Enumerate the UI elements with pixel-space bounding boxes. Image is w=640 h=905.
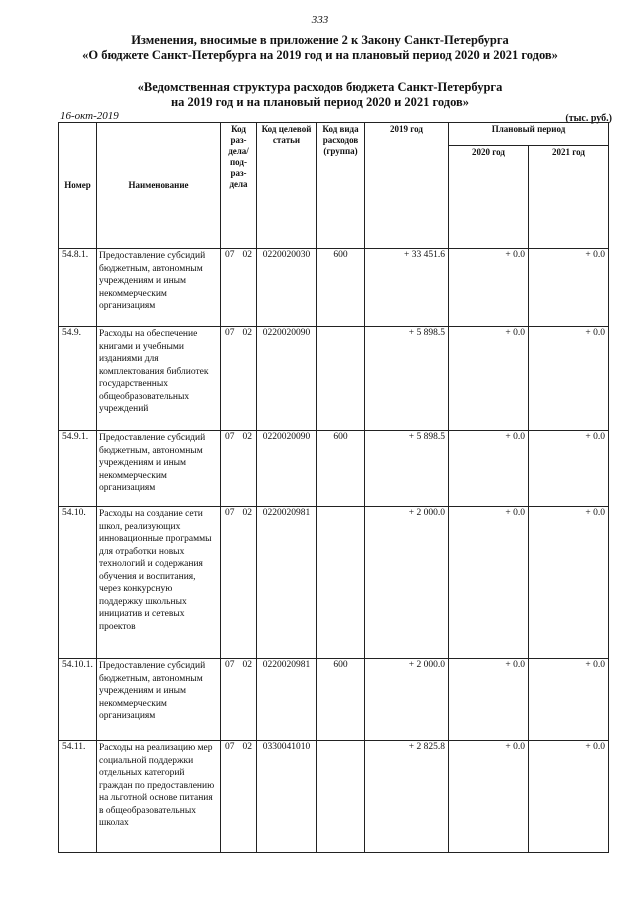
document-subtitle [0,80,640,110]
row-podrazdel: 02 [242,250,252,260]
row-name: Расходы на реализацию мер социальной поддержки отдельных категорий граждан по предоставлению на льготной основе питания в общеобразовательных школах [97,741,221,853]
row-amount-2019: + 5 898.5 [365,431,449,507]
table-row [59,741,609,853]
row-amount-2019: + 2 000.0 [365,659,449,741]
title-line-2: «О бюджете Санкт-Петербурга на 2019 год и на плановый период 2020 и 2021 годов» [82,48,558,62]
document-title [0,33,640,63]
row-amount-2021: + 0.0 [529,659,609,741]
row-expense-type [317,327,365,431]
row-razdel: 07 [225,660,235,670]
row-razdel: 07 [225,328,235,338]
header-expense-type: Код вида расходов (группа) [317,123,365,249]
row-section-code [221,507,257,659]
row-amount-2019: + 5 898.5 [365,327,449,431]
row-target-code: 0330041010 [257,741,317,853]
row-section-code [221,431,257,507]
row-podrazdel: 02 [242,432,252,442]
row-name: Предоставление субсидий бюджетным, автономным учреждениям и иным некоммерческим организациям [97,431,221,507]
row-amount-2019: + 2 825.8 [365,741,449,853]
row-number: 54.11. [59,741,97,853]
title-line-1: Изменения, вносимые в приложение 2 к Закону Санкт-Петербурга [131,33,509,47]
table-header-row [59,123,609,146]
row-amount-2020: + 0.0 [449,249,529,327]
row-section-code [221,741,257,853]
table-row [59,327,609,431]
row-expense-type: 600 [317,659,365,741]
row-podrazdel: 02 [242,742,252,752]
row-amount-2020: + 0.0 [449,741,529,853]
row-target-code: 0220020030 [257,249,317,327]
row-podrazdel: 02 [242,508,252,518]
row-razdel: 07 [225,508,235,518]
table-row [59,431,609,507]
row-amount-2019: + 33 451.6 [365,249,449,327]
table-row [59,507,609,659]
row-amount-2021: + 0.0 [529,507,609,659]
row-razdel: 07 [225,250,235,260]
row-number: 54.10.1. [59,659,97,741]
header-planned-period: Плановый период [449,123,609,146]
header-section-code: Код раз-дела/ под-раз-дела [221,123,257,249]
row-target-code: 0220020981 [257,659,317,741]
row-target-code: 0220020981 [257,507,317,659]
row-amount-2020: + 0.0 [449,659,529,741]
row-section-code [221,327,257,431]
row-amount-2021: + 0.0 [529,249,609,327]
row-section-code [221,659,257,741]
row-expense-type [317,741,365,853]
page-number: 333 [311,14,329,26]
row-name: Предоставление субсидий бюджетным, автономным учреждениям и иным некоммерческим организациям [97,249,221,327]
header-year-2020: 2020 год [449,146,529,249]
row-target-code: 0220020090 [257,327,317,431]
row-expense-type: 600 [317,249,365,327]
header-year-2021: 2021 год [529,146,609,249]
row-amount-2020: + 0.0 [449,431,529,507]
row-expense-type [317,507,365,659]
row-amount-2021: + 0.0 [529,327,609,431]
row-target-code: 0220020090 [257,431,317,507]
header-number: Номер [59,123,97,249]
row-razdel: 07 [225,432,235,442]
row-number: 54.10. [59,507,97,659]
row-name: Предоставление субсидий бюджетным, автономным учреждениям и иным некоммерческим организациям [97,659,221,741]
row-section-code [221,249,257,327]
row-name: Расходы на обеспечение книгами и учебными изданиями для комплектования библиотек государственных общеобразовательных учреждений [97,327,221,431]
row-amount-2019: + 2 000.0 [365,507,449,659]
row-expense-type: 600 [317,431,365,507]
row-amount-2021: + 0.0 [529,741,609,853]
row-podrazdel: 02 [242,328,252,338]
table-row [59,659,609,741]
row-name: Расходы на создание сети школ, реализующих инновационные программы для отработки новых технологий и содержания обучения и воспитания, через конкурсную поддержку школьных инициатив и сетевых проектов [97,507,221,659]
table-body [59,249,609,853]
table-row [59,249,609,327]
row-podrazdel: 02 [242,660,252,670]
units-label: (тыс. руб.) [565,113,612,124]
row-amount-2021: + 0.0 [529,431,609,507]
row-razdel: 07 [225,742,235,752]
document-date: 16-окт-2019 [60,110,119,122]
row-amount-2020: + 0.0 [449,507,529,659]
header-name: Наименование [97,123,221,249]
row-amount-2020: + 0.0 [449,327,529,431]
row-number: 54.9.1. [59,431,97,507]
row-number: 54.8.1. [59,249,97,327]
subtitle-line-2: на 2019 год и на плановый период 2020 и 2021 годов» [170,95,470,109]
header-year-2019: 2019 год [365,123,449,249]
budget-table [58,122,609,853]
row-number: 54.9. [59,327,97,431]
header-target-code: Код целевой статьи [257,123,317,249]
subtitle-line-1: «Ведомственная структура расходов бюджета Санкт-Петербурга [137,80,503,94]
